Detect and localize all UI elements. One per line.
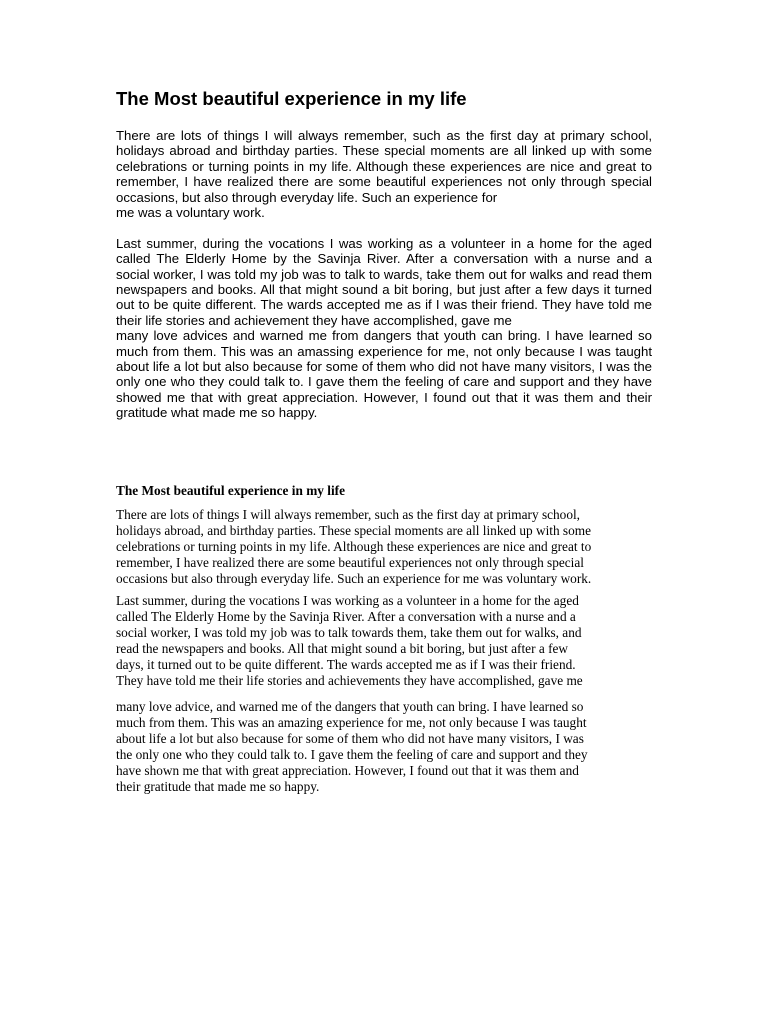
essay-paragraph-2 <box>116 236 652 421</box>
paragraph-line: Last summer, during the vocations I was working as a volunteer in a home for the aged <box>116 593 579 608</box>
paragraph-text-tail: many love advices and warned me from dangers that youth can bring. I have learned so much from them. This was an amassing experience for me, not only because I was taught about life a lot but also because for some of them who did not have many visitors, I was the only one who they could talk to. I gave them the feeling of care and support and they have showed me that with great appreciation. However, I found out that it was them and their gratitude what made me so happy. <box>116 328 652 421</box>
paragraph-line: social worker, I was told my job was to talk towards them, take them out for walks, and <box>116 625 582 640</box>
paragraph-line: their gratitude that made me so happy. <box>116 779 320 794</box>
paragraph-line: There are lots of things I will always remember, such as the first day at primary school, <box>116 507 580 522</box>
paragraph-line: remember, I have realized there are some beautiful experiences not only through special <box>116 555 584 570</box>
paragraph-text: Last summer, during the vocations I was working as a volunteer in a home for the aged called The Elderly Home by the Savinja River. After a conversation with a nurse and a social worker, I was told my job was to talk to wards, take them out for walks and read them newspapers and books. All that might sound a bit boring, but just after a few days it turned out to be quite different. The wards accepted me as if I was their friend. They have told me their life stories and achievement they have accomplished, gave me <box>116 235 652 328</box>
paragraph-line: called The Elderly Home by the Savinja River. After a conversation with a nurse and a <box>116 609 576 624</box>
essay-paragraph-2 <box>116 593 652 689</box>
paragraph-text: There are lots of things I will always remember, such as the first day at primary school, holidays abroad and birthday parties. These special moments are all linked up with some celebrations or turning points in my life. Although these experiences are nice and great to remember, I have realized there are some beautiful experiences not only through special occasions, but also through everyday life. Such an experience for <box>116 128 652 205</box>
paragraph-line: celebrations or turning points in my life. Although these experiences are nice and great to <box>116 539 592 554</box>
paragraph-line: much from them. This was an amazing experience for me, not only because I was taught <box>116 715 587 730</box>
paragraph-text-tail: me was a voluntary work. <box>116 205 265 221</box>
essay-paragraph-3 <box>116 699 652 795</box>
paragraph-line: days, it turned out to be quite different. The wards accepted me as if I was their friend. <box>116 657 576 672</box>
paragraph-line: about life a lot but also because for some of them who did not have many visitors, I was <box>116 731 584 746</box>
essay-version-1 <box>116 88 652 436</box>
paragraph-line: have shown me that with great appreciation. However, I found out that it was them and <box>116 763 579 778</box>
essay-paragraph-1 <box>116 507 652 587</box>
essay-paragraph-1 <box>116 128 652 220</box>
essay-title: The Most beautiful experience in my life <box>116 88 467 109</box>
essay-version-2 <box>116 482 652 801</box>
paragraph-line: many love advice, and warned me of the dangers that youth can bring. I have learned so <box>116 699 584 714</box>
paragraph-line: occasions but also through everyday life. Such an experience for me was voluntary work. <box>116 571 592 586</box>
essay-title: The Most beautiful experience in my life <box>116 483 345 498</box>
paragraph-line: They have told me their life stories and achievements they have accomplished, gave me <box>116 673 583 688</box>
paragraph-line: the only one who they could talk to. I gave them the feeling of care and support and they <box>116 747 588 762</box>
paragraph-line: read the newspapers and books. All that might sound a bit boring, but just after a few <box>116 641 568 656</box>
paragraph-line: holidays abroad, and birthday parties. These special moments are all linked up with some <box>116 523 591 538</box>
